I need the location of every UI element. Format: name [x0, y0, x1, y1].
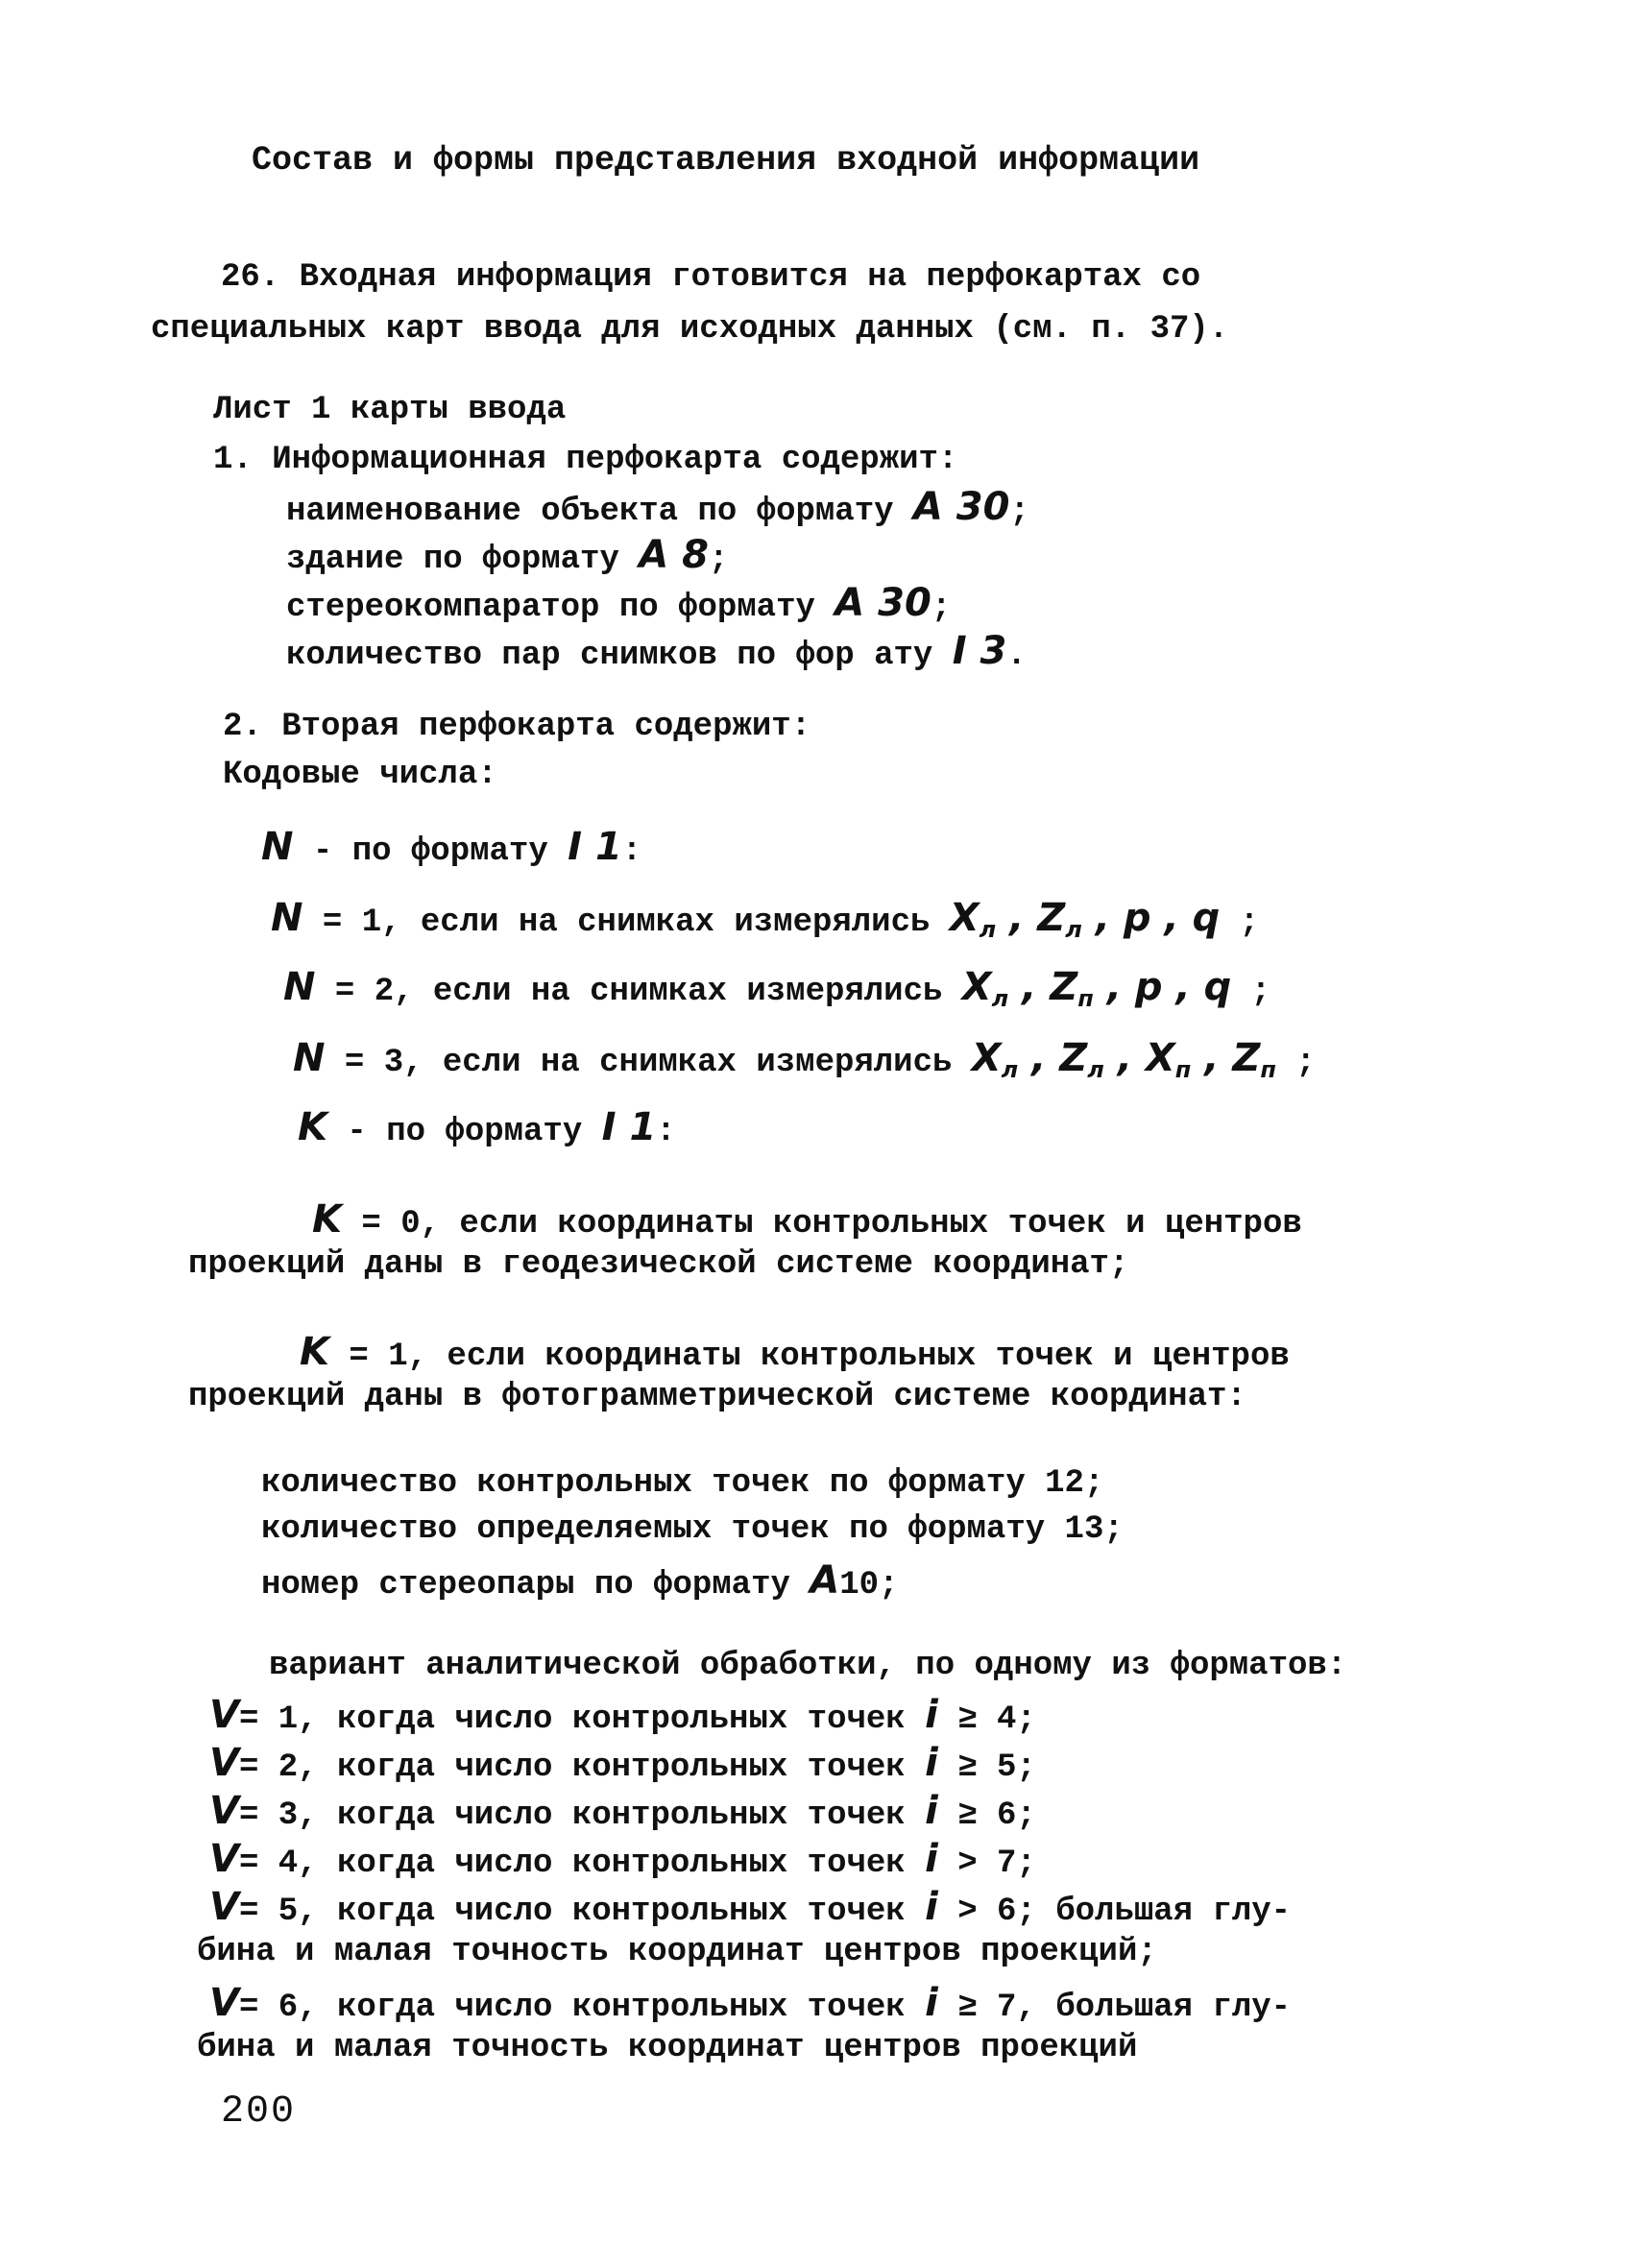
- variable-k: K: [300, 1330, 329, 1374]
- item-1-title: 1. Информационная перфокарта содержит:: [213, 442, 958, 478]
- variable-k: K: [298, 1105, 327, 1149]
- variable-i: i: [925, 1885, 938, 1929]
- format-code: A 8: [639, 533, 709, 577]
- item-1-line-1: наименование объекта по формату A 30;: [286, 485, 1029, 530]
- n3-line: N = 3, если на снимках измерялись $X_л$ , $Z_л$ , $X_п$ , $Z_п$ ;: [293, 1036, 1316, 1084]
- measured-quantities: $X_л$ , $Z_л$ , p , q: [949, 896, 1221, 944]
- format-code: I 3: [952, 629, 1007, 673]
- variant-5-line-1: V= 5, когда число контрольных точек i > 6; большая глу-: [209, 1885, 1292, 1930]
- variable-i: i: [925, 1741, 938, 1785]
- counts-line-3: номер стереопары по формату A10;: [261, 1558, 899, 1604]
- n2-line: N = 2, если на снимках измерялись $X_л$ , $Z_п$ , p , q ;: [283, 965, 1271, 1013]
- variant-3: V= 3, когда число контрольных точек i ≥ 6;: [209, 1789, 1036, 1834]
- n1-line: N = 1, если на снимках измерялись $X_л$ , $Z_л$ , p , q ;: [271, 896, 1260, 944]
- variable-n: N: [283, 965, 316, 1009]
- variant-6-line-2: бина и малая точность координат центров проекций: [197, 2030, 1138, 2066]
- n-format-line: N - по формату I 1:: [261, 825, 642, 870]
- paragraph-26-line-2: специальных карт ввода для исходных данных (см. п. 37).: [151, 311, 1229, 348]
- variable-v: V: [209, 1741, 239, 1785]
- variant-4: V= 4, когда число контрольных точек i > 7;: [209, 1837, 1036, 1882]
- paragraph-26-line-1: 26. Входная информация готовится на перфокартах со: [221, 259, 1201, 296]
- variable-i: i: [925, 1837, 938, 1881]
- page-number: 200: [221, 2090, 297, 2134]
- k0-line-2: проекций даны в геодезической системе координат;: [188, 1246, 1129, 1283]
- variable-v: V: [209, 1981, 239, 2025]
- variable-v: V: [209, 1885, 239, 1929]
- format-code: A 30: [835, 581, 931, 625]
- page-heading: Состав и формы представления входной информации: [252, 141, 1200, 180]
- measured-quantities: $X_л$ , $Z_п$ , p , q: [961, 965, 1232, 1013]
- k0-line-1: K = 0, если координаты контрольных точек и центров: [312, 1197, 1302, 1243]
- variant-2: V= 2, когда число контрольных точек i ≥ 5;: [209, 1741, 1036, 1786]
- variable-n: N: [271, 896, 303, 940]
- item-1-line-3: стереокомпаратор по формату A 30;: [286, 581, 952, 626]
- variable-i: i: [925, 1981, 938, 2025]
- variants-intro: вариант аналитической обработки, по одному из форматов:: [269, 1648, 1347, 1684]
- item-2-title: 2. Вторая перфокарта содержит:: [223, 709, 811, 745]
- k1-line-1: K = 1, если координаты контрольных точек и центров: [300, 1330, 1290, 1375]
- variable-i: i: [925, 1693, 938, 1737]
- variable-i: i: [925, 1789, 938, 1833]
- variant-5-line-2: бина и малая точность координат центров проекций;: [197, 1934, 1157, 1970]
- variable-n: N: [293, 1036, 326, 1080]
- k-format-line: K - по формату I 1:: [298, 1105, 676, 1150]
- item-2-subtitle: Кодовые числа:: [223, 757, 497, 793]
- variant-1: V= 1, когда число контрольных точек i ≥ 4;: [209, 1693, 1036, 1738]
- measured-quantities: $X_л$ , $Z_л$ , $X_п$ , $Z_п$: [971, 1036, 1276, 1084]
- sheet-title: Лист 1 карты ввода: [213, 392, 567, 428]
- variable-n: N: [261, 825, 294, 869]
- variable-v: V: [209, 1693, 239, 1737]
- format-code: A 30: [912, 485, 1010, 529]
- variable-v: V: [209, 1789, 239, 1833]
- counts-line-2: количество определяемых точек по формату 13;: [261, 1511, 1124, 1548]
- counts-line-1: количество контрольных точек по формату 12;: [261, 1465, 1104, 1502]
- variable-v: V: [209, 1837, 239, 1881]
- item-1-line-2: здание по формату A 8;: [286, 533, 729, 578]
- format-code: I 1: [568, 825, 622, 869]
- item-1-line-4: количество пар снимков по фор ату I 3.: [286, 629, 1027, 674]
- variable-k: K: [312, 1197, 342, 1242]
- k1-line-2: проекций даны в фотограмметрической системе координат:: [188, 1379, 1246, 1415]
- format-code: I 1: [601, 1105, 657, 1149]
- variant-6-line-1: V= 6, когда число контрольных точек i ≥ 7, большая глу-: [209, 1981, 1292, 2026]
- format-code: A: [810, 1558, 840, 1603]
